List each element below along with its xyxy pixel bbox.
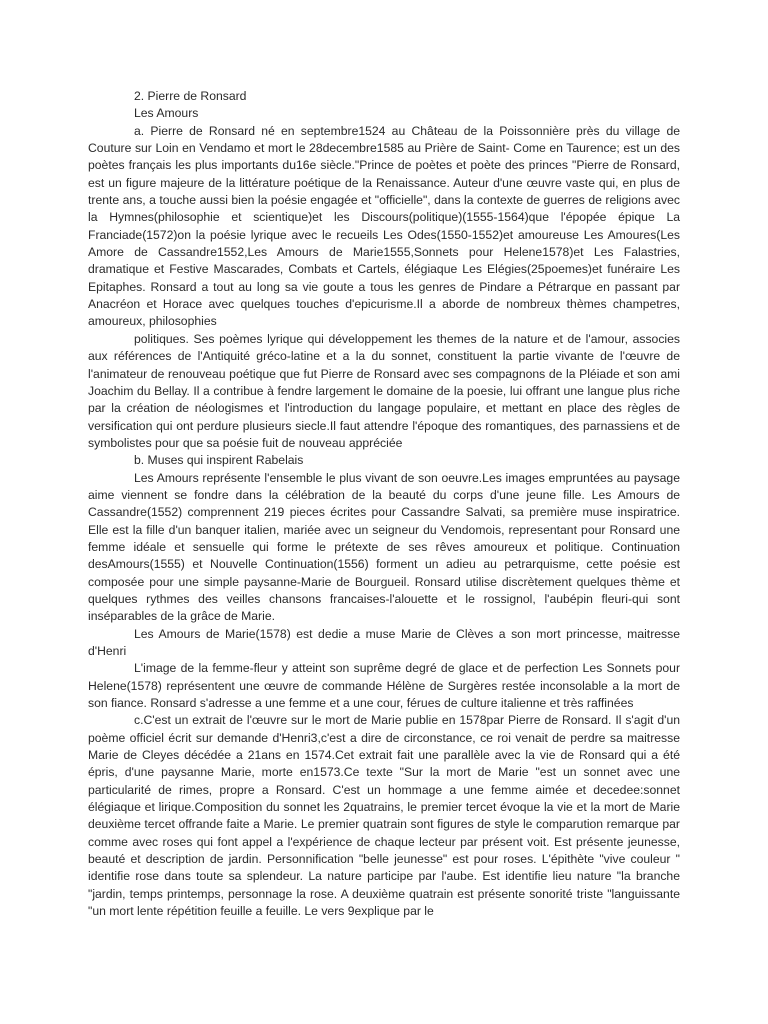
section-heading: 2. Pierre de Ronsard xyxy=(134,89,247,103)
paragraph-a-continued: politiques. Ses poèmes lyrique qui développement les themes de la nature et de l'amour, associes aux références de l'Antiquité gréco-latine et a la du sonnet, constituent la partie vivante de l'œuvre de l'animateur de renouveau poétique que fut Pierre de Ronsard avec ses compagnons de la Pléiade et son ami Joachim du Bellay. Il a contribue à fendre largement le domaine de la poesie, lui offrant une langue plus riche par la création de néologismes et l'introduction du langage populaire, et mettant en place des règles de versification qui ont perdure plusieurs siecle.Il faut attendre l'époque des romantiques, des parnassiens et de symbolistes pour que sa poésie fuit de nouveau appréciée xyxy=(88,331,680,450)
paragraph-c: c.C'est un extrait de l'œuvre sur le mort de Marie publie en 1578par Pierre de Ronsard. Il s'agit d'un poème officiel écrit sur demande d'Henri3,c'est a dire de circonstance, ce roi venait de perdre sa maitresse Marie de Cleyes décédée a 21ans en 1574.Cet extrait fait une parallèle avec la vie de Ronsard qui a été épris, d'une paysanne Marie, morte en1573.Ce texte "Sur la mort de Marie "est un sonnet avec une particularité de rimes, propre a Ronsard. C'est un hommage a une femme aimée et decedee:sonnet élégiaque et lirique.Composition du sonnet les 2quatrains, le premier tercet évoque la vie et la mort de Marie deuxième tercet offrande faite a Marie. Le premier quatrain sont figures de style le comparution remarque par comme avec roses qui font appel a l'expérience de chaque lecteur par présent voit. Est présente jeunesse, beauté et description de jardin. Personnification "belle jeunesse" est pour roses. L'épithète "vive couleur " identifie rose dans toute sa splendeur. La nature participe par l'aube. Est identifie lieu nature "la branche "jardin, temps printemps, personnage la rose. A deuxième quatrain est présente sonorité triste "languissante "un mort lente répétition feuille a feuille. Le vers 9explique par le xyxy=(88,713,680,919)
paragraph-a: a. Pierre de Ronsard né en septembre1524 au Château de la Poissonnière près du village de Couture sur Loin en Vendamo et mort le 28decembre1585 au Prière de Saint- Come en Taurence; est un des poètes français les plus importants du16e siècle."Prince de poètes et poète des princes "Pierre de Ronsard, est un figure majeure de la littérature poétique de la Renaissance. Auteur d'une œuvre vaste qui, en plus de trente ans, a touche aussi bien la poésie engagée et "officielle", dans la contexte de guerres de religions avec la Hymnes(philosophie et scientique)et les Discours(politique)(1555-1564)que l'épopée épique La Franciade(1572)on la poésie lyrique avec le recueils Les Odes(1550-1552)et amoureuse Les Amoures(Les Amore de Cassandre1552,Les Amours de Marie1555,Sonnets pour Helene1578)et Les Falastries, dramatique et Festive Mascarades, Combats et Cartels, élégiaque Les Elégies(25poemes)et funéraire Les Epitaphes. Ronsard a tout au long sa vie goute a tous les genres de Pindare a Pétrarque en passant par Anacréon et Horace avec quelques touches d'epicurisme.Il a aborde de nombreux thèmes champetres, amoureux, philosophies xyxy=(88,123,680,329)
paragraph-b-3: L'image de la femme-fleur y atteint son suprême degré de glace et de perfection Les Sonnets pour Helene(1578) représentent une œuvre de commande Hélène de Surgères restée inconsolable a la mort de son fiance. Ronsard s'adresse a une femme et a une cour, férues de culture italienne et très raffinées xyxy=(88,661,680,711)
paragraph-b-2: Les Amours de Marie(1578) est dedie a muse Marie de Clèves a son mort princesse, maitresse d'Henri xyxy=(88,626,680,658)
subsection-b-heading: b. Muses qui inspirent Rabelais xyxy=(134,453,304,468)
document-body xyxy=(88,88,680,921)
section-subheading: Les Amours xyxy=(134,106,199,121)
paragraph-b-1: Les Amours représente l'ensemble le plus vivant de son oeuvre.Les images empruntées au paysage aime viennent se fondre dans la célébration de la beauté du corps d'une jeune fille. Les Amours de Cassandre(1552) comprennent 219 pieces écrites pour Cassandre Salvati, sa première muse inspiratrice. Elle est la fille d'un banquer italien, mariée avec un seigneur du Vendomois, representant pour Ronsard une femme idéale et sensuelle qui forme le prétexte de ses rêves amoureux et politique. Continuation desAmours(1555) et Nouvelle Continuation(1556) forment un adieu au petrarquisme, cette poésie est composée pour une simple paysanne-Marie de Bourgueil. Ronsard utilise discrètement quelques thème et quelques rythmes des veilles chansons francaises-l'alouette et le rossignol, l'aubépin fleuri-qui sont inséparables de la grâce de Marie. xyxy=(88,470,680,624)
